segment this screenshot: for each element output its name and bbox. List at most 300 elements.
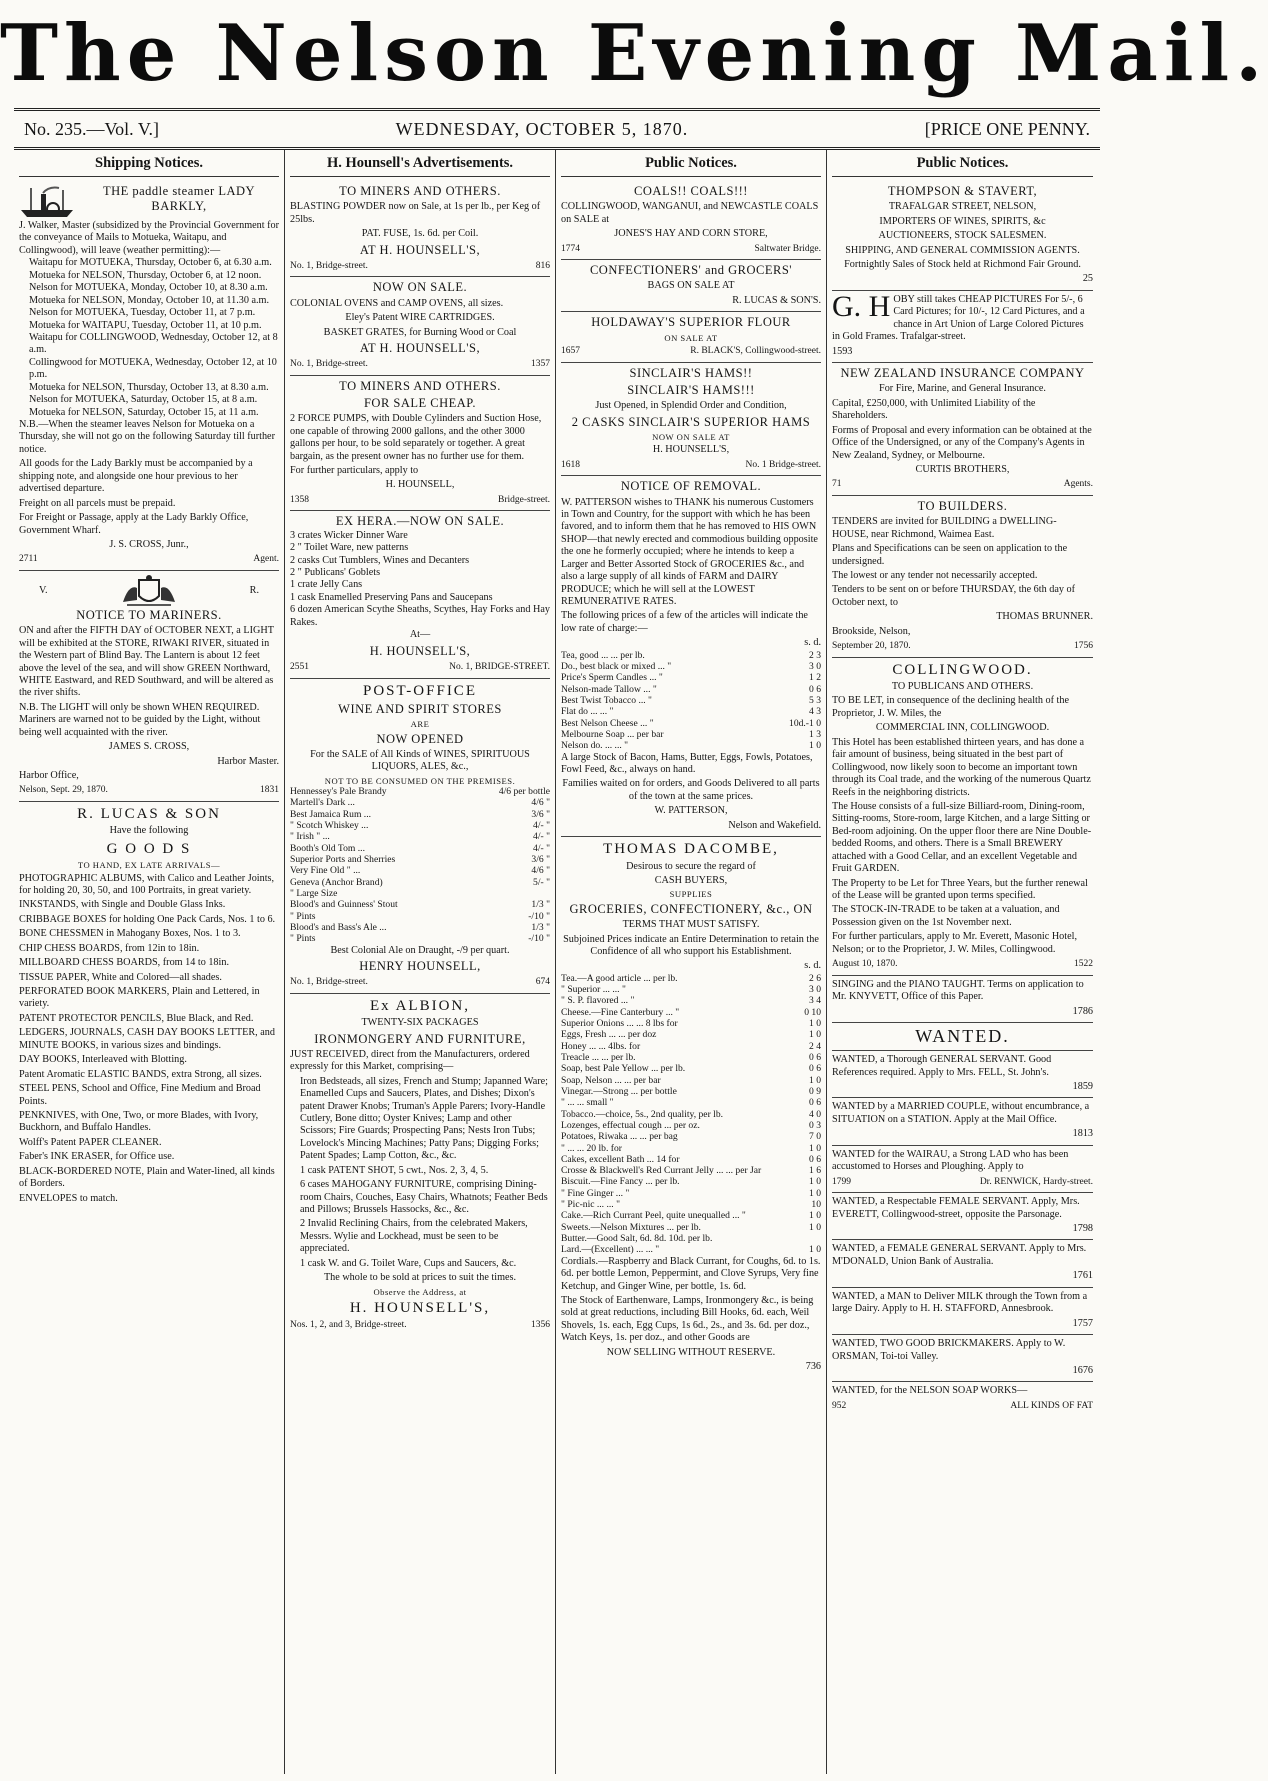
ad-address: No. 1, BRIDGE-STREET. [449,661,550,672]
stores-sale: For the SALE of All Kinds of WINES, SPIRITUOUS LIQUORS, ALES, &c., [310,748,530,773]
stores-title: WINE AND SPIRIT STORES [338,701,502,716]
dacombe-groceries: GROCERIES, CONFECTIONERY, &c., ON [569,901,813,916]
wanted-ad [832,1098,1093,1145]
grates-text: BASKET GRATES, for Burning Wood or Coal [323,326,517,338]
albion-sub: TWENTY-SIX PACKAGES [361,1017,479,1029]
goods-item: LEDGERS, JOURNALS, CASH DAY BOOKS LETTER, and MINUTE BOOKS, in various sizes and bindings. [19,1027,275,1051]
stores-opened: NOW OPENED [376,731,464,746]
lady-barkly-note: Freight on all parcels must be prepaid. [19,497,176,509]
goods-item: PERFORATED BOOK MARKERS, Plain and Lettered, in variety. [19,986,260,1010]
table-row: Eggs, Fresh ... ... per doz 1 0 [561,1029,821,1041]
mariners-title: NOTICE TO MARINERS. [76,607,222,622]
hera-item: 2 casks Cut Tumblers, Wines and Decanters [290,554,470,566]
dacombe-selling: NOW SELLING WITHOUT RESERVE. [606,1346,776,1358]
bags-ad [561,260,821,312]
ad-number: 1358 [290,494,309,505]
wanted-ad [832,1335,1093,1382]
thompson-stavert-ad [832,181,1093,291]
wanted-ad [832,1051,1093,1098]
table-row: Tea.—A good article ... per lb. 2 6 [561,972,821,984]
table-row: Melbourne Soap ... per bar 1 3 [561,728,821,740]
ad-title: POST-OFFICE [363,682,477,699]
table-row: Price's Sperm Candles ... " 1 2 [561,672,821,684]
patterson-price-table [561,650,821,752]
column-3 [556,150,827,1774]
albion-text: JUST RECEIVED, direct from the Manufacturers, ordered expressly for this Market, comprising— [290,1048,530,1073]
table-row: Honey ... ... 4lbs. for 2 4 [561,1040,821,1052]
ad-title: COLLINGWOOD. [892,661,1033,678]
hera-at: At— [409,629,431,641]
ad-title: COALS!! COALS!!! [634,184,748,198]
goods-item: CRIBBAGE BOXES for holding One Pack Cards, Nos. 1 to 6. [19,913,276,925]
table-row: Best Nelson Cheese ... " 10d.-1 0 [561,717,821,729]
lucas-goods-ad [19,802,279,1209]
ad-title: HOLDAWAY'S SUPERIOR FLOUR [591,315,791,330]
goods-item: ENVELOPES to match. [19,1192,118,1204]
table-row: Hennessey's Pale Brandy 4/6 per bottle [290,786,550,798]
mariners-date: Nelson, Sept. 29, 1870. [19,785,108,796]
ad-address: Bridge-street. [498,494,550,505]
issue-number: No. 235.—Vol. V.] [24,118,160,139]
wanted-ad [832,1288,1093,1335]
signer-role: Agent. [253,554,279,565]
table-row: " Large Size [290,887,338,899]
blasting-text: BLASTING POWDER now on Sale, at 1s per lb., per Keg of 25lbs. [290,201,541,225]
coals-ad [561,181,821,260]
schedule-item: Nelson for MOTUEKA, Monday, October 10, at 8.30 a.m. [29,282,268,294]
table-row: Butter.—Good Salt, 6d. 8d. 10d. per lb. [561,1233,713,1245]
albion-item: 6 cases MAHOGANY FURNITURE, comprising Dining-room Chairs, Couches, Easy Chairs, Whatnots; Feather Beds and Pillows; Brussels Hassocks, &c., &c. [300,1179,548,1216]
ad-number: 1757 [1072,1317,1093,1329]
insurance-forms: Forms of Proposal and every information can be obtained at the Office of the Undersigned, or any of the Company's Agents in New Zealand, Sydney, or Melbourne. [832,424,1092,461]
schedule-item: Waitapu for COLLINGWOOD, Wednesday, October 12, at 8 a.m. [29,331,278,356]
hams-now: NOW ON SALE AT [652,431,730,442]
signer-role: Agents. [1063,479,1093,490]
singing-text: SINGING and the PIANO TAUGHT. Terms on application to Mr. KNYVETT, Office of this Paper. [832,978,1084,1003]
fuse-text: PAT. FUSE, 1s. 6d. per Coil. [361,228,479,240]
wanted-ad [832,1146,1093,1193]
goods-item: Patent Aromatic ELASTIC BANDS, extra Strong, all sizes. [19,1068,262,1080]
dateline [0,111,1114,147]
table-row: Nelson do. ... ... " 1 0 [561,740,821,752]
ad-number: 1799 [832,1176,851,1187]
ex-albion-ad [290,994,550,1336]
hoby-initials: G. H [832,289,891,323]
goods-item: DAY BOOKS, Interleaved with Blotting. [19,1054,187,1066]
mariners-place: Harbor Office, [19,770,79,782]
hoby-text: OBY still takes CHEAP PICTURES For 5/-, 6 Card Pictures; for 10/-, 12 Card Pictures, and a chance in Art Union of Large Colored Pictures in Gold Frames. Trafalgar-street. [832,293,1085,343]
removal-stock: A large Stock of Bacon, Hams, Butter, Eggs, Fowls, Potatoes, Fowl Feed, &c., always on hand. [561,751,813,776]
ad-title: SINCLAIR'S HAMS!! [629,365,753,380]
wanted-text: WANTED, a Thorough GENERAL SERVANT. Good References required. Apply to Mrs. FELL, St. John's. [832,1054,1052,1078]
collingwood-inn: COMMERCIAL INN, COLLINGWOOD. [875,722,1050,734]
table-row: " Pints -/10 " [290,910,550,922]
table-row: Flat do ... ... " 4 3 [561,706,821,718]
wanted-text: WANTED, a MAN to Deliver MILK through the Town from a large Dairy. Apply to H. H. STAFFORD, Annesbrook. [832,1290,1088,1315]
crest-right-letter: R. [249,584,259,596]
mariners-text: ON and after the FIFTH DAY of OCTOBER NEXT, a LIGHT will be exhibited at the STORE, RIWAKI RIVER, situated in the Western part of Blind Bay. The Lantern is about 12 feet above the level of the sea, and will show GREEN Northward, WHITE Eastward, and RED Southward, and will be altered as the river shifts. [19,625,274,699]
ad-number: 1831 [260,785,279,796]
builders-lowest: The lowest or any tender not necessarily accepted. [832,569,1038,581]
dacombe-subjoined: Subjoined Prices indicate an Entire Determination to retain the Confidence of all who support his Establishment. [563,933,819,957]
builders-date: September 20, 1870. [832,641,911,652]
ad-title: THOMAS DACOMBE, [603,841,779,858]
hams-casks: 2 CASKS SINCLAIR'S SUPERIOR HAMS [571,414,811,429]
ad-number: 1593 [832,345,853,357]
column-heading: Public Notices. [832,150,1093,177]
blasting-powder-ad [290,181,550,277]
post-office-stores-ad [290,679,550,994]
schedule-item: Nelson for MOTUEKA, Tuesday, October 11, at 7 p.m. [29,307,256,319]
price-unit-header: s. d. [804,960,821,972]
collingwood-date: August 10, 1870. [832,959,898,970]
goods-item: Faber's INK ERASER, for Office use. [19,1151,175,1163]
ad-address: No. 1, Bridge-street. [290,260,368,271]
table-row: Biscuit.—Fine Fancy ... per lb. 1 0 [561,1176,821,1188]
ad-subtitle: FOR SALE CHEAP. [363,396,477,411]
table-row: Treacle ... ... per lb. 0 6 [561,1052,821,1064]
insurance-name: CURTIS BROTHERS, [915,463,1010,475]
hams-opened: Just Opened, in Splendid Order and Condition, [595,400,787,412]
ad-address: No. 1, Bridge-street. [290,359,368,370]
table-row: Soap, Nelson ... ... per bar 1 0 [561,1074,821,1086]
goods-item: STEEL PENS, School and Office, Fine Medium and Broad Points. [19,1083,261,1107]
table-row: Sweets.—Nelson Mixtures ... per lb. 1 0 [561,1221,821,1233]
lady-barkly-ad [19,181,279,571]
ad-title: CONFECTIONERS' and GROCERS' [589,263,793,278]
collingwood-inn-ad [832,658,1093,976]
table-row: Lozenges, effectual cough ... per oz. 0 3 [561,1119,821,1131]
removal-name: W. PATTERSON, [654,805,728,817]
mariners-nb: N.B. The LIGHT will only be shown WHEN REQUIRED. Mariners are warned not to be guided by the Light, without being well acquainted with the river. [19,701,261,738]
insurance-capital: Capital, £250,000, with Unlimited Liability of the Shareholders. [832,397,1036,422]
collingwood-paragraph: The STOCK-IN-TRADE to be taken at a valuation, and Possession given on the 1st November next. [832,904,1060,928]
table-row: " Irish " ... 4/- " [290,831,550,843]
column-1 [14,150,285,1774]
pumps-name: H. HOUNSELL, [385,479,455,491]
dacombe-ad [561,837,821,1377]
table-row: Tobacco.—choice, 5s., 2nd quality, per lb. 4 0 [561,1108,821,1120]
wanted-text: WANTED for the WAIRAU, a Strong LAD who has been accustomed to Horses and Ploughing. Apply to [832,1148,1069,1173]
colonial-ale: Best Colonial Ale on Draught, -/9 per quart. [330,944,510,956]
ad-number: 674 [535,977,550,988]
table-row: Cheese.—Fine Canterbury ... " 0 10 [561,1006,821,1018]
stores-not: NOT TO BE CONSUMED ON THE PREMISES. [324,775,516,786]
table-row: Superior Onions ... ... 8 lbs for 1 0 [561,1018,821,1030]
columns [14,150,1100,1774]
ad-title: NOTICE OF REMOVAL. [620,479,762,494]
albion-name: H. HOUNSELL'S, [349,1300,491,1317]
ad-number: 1786 [1072,1005,1093,1017]
albion-item: 1 cask PATENT SHOT, 5 cwt., Nos. 2, 3, 4, 5. [300,1164,489,1176]
coals-store: JONES'S HAY AND CORN STORE, [614,228,768,240]
schedule-item: Motueka for NELSON, Saturday, October 15, at 11 a.m. [29,406,259,418]
dacombe-supplies: SUPPLIES [669,889,713,900]
flour-on: ON SALE AT [664,332,718,343]
removal-families: Families waited on for orders, and Goods Delivered to all parts of the town at the same prices. [562,778,820,802]
table-row: Superior Ports and Sherries 3/6 " [290,854,550,866]
spirits-price-table [290,786,550,944]
insurance-sub: For Fire, Marine, and General Insurance. [879,383,1046,395]
goods-item: BLACK-BORDERED NOTE, Plain and Water-lined, all kinds of Borders. [19,1165,275,1190]
schedule-item: Waitapu for MOTUEKA, Thursday, October 6, at 6.30 a.m. [29,257,272,269]
schedule-list [19,257,279,419]
ad-number: 25 [1082,273,1093,285]
collingwood-paragraph: This Hotel has been established thirteen years, and has done a fair amount of business, being situated in the best part of Collingwood, now likely soon to become an important town through its Coal trade, and the working of the numerous Quartz Reefs in the neighboring districts. [832,736,1091,798]
mariners-notice [19,571,279,802]
ad-number: 1859 [1072,1080,1093,1092]
pumps-text: 2 FORCE PUMPS, with Double Cylinders and Suction Hose, one capable of throwing 2000 gallons, and the other 3000 gallons per hour, to be sold separately or together. A great bargain, as the present owner has no further use for them. [290,413,542,462]
thompson-auctioneers: AUCTIONEERS, STOCK SALESMEN. [878,230,1047,242]
albion-item: 2 Invalid Reclining Chairs, from the celebrated Makers, Messrs. Wylie and Lockhead, must be seen to be appreciated. [300,1218,528,1255]
ad-address: R. BLACK'S, Collingwood-street. [690,346,821,356]
table-row: Very Fine Old " ... 4/6 " [290,865,550,877]
hera-item: 6 dozen American Scythe Sheaths, Scythes, Hay Forks and Hay Rakes. [290,604,551,628]
hounsell-at: AT H. HOUNSELL'S, [359,340,481,355]
ad-number: 952 [832,1400,847,1411]
wanted-ad [832,1193,1093,1240]
ad-number: 2551 [290,661,309,672]
ad-number: 1356 [531,1320,550,1331]
ovens-text: COLONIAL OVENS and CAMP OVENS, all sizes. [290,297,504,309]
schedule-item: Motueka for NELSON, Thursday, October 13, at 8.30 a.m. [29,381,269,393]
lady-barkly-intro: J. Walker, Master (subsidized by the Provincial Government for the conveyance of Mails to Motueka, Waitapu, and Collingwood), will leave (weather permitting):— [19,220,279,256]
ad-title: TO BUILDERS. [917,498,1008,513]
table-row: Do., best black or mixed ... " 3 0 [561,661,821,673]
lucas-goods: G O O D S [106,840,192,857]
builders-name: THOMAS BRUNNER. [996,611,1093,623]
henry-hounsell: HENRY HOUNSELL, [359,958,481,973]
schedule-item: Nelson for MOTUEKA, Saturday, October 15, at 8 a.m. [29,394,258,406]
ad-number: 1813 [1072,1128,1093,1140]
table-row: " Pints -/10 " [290,933,550,945]
schedule-item: Motueka for WAITAPU, Tuesday, October 11, at 10 p.m. [29,319,262,331]
builders-ad [832,496,1093,658]
ad-number: 816 [535,260,550,271]
ad-number: 71 [832,479,842,490]
pumps-apply: For further particulars, apply to [290,465,419,477]
table-row: Potatoes, Riwaka ... ... per bag 7 0 [561,1131,821,1143]
table-row: Blood's and Bass's Ale ... 1/3 " [290,921,550,933]
lady-barkly-note: All goods for the Lady Barkly must be accompanied by a shipping note, and alongside one hour previous to her advertised departure. [19,458,253,495]
builders-place: Brookside, Nelson, [832,625,911,637]
lucas-arrivals: TO HAND, EX LATE ARRIVALS— [77,860,221,871]
ad-number: 736 [805,1361,821,1373]
ad-number: 1798 [1072,1223,1093,1235]
ad-address: Saltwater Bridge. [754,243,821,254]
albion-item: Iron Bedsteads, all sizes, French and Stump; Japanned Ware; Enamelled Cups and Saucers, Plates, and Dishes; Dixon's patent Drawer Knobs; Truman's Apple Parers; Ivory-Handle Cutlery, Bone ditto; Oyster Knives; Lamp and other Scissors; Fire Guards; Prospecting Pans; Nests Iron Tubs; Lovelock's Mincing Machines; Patty Pans; Digging Forks; Patent Spades; Lamp Cotton, &c., &c. [300,1075,548,1162]
ad-number: 1522 [1074,959,1093,970]
hera-item: 1 cask Enamelled Preserving Pans and Saucepans [290,591,493,603]
table-row: Tea, good ... ... per lb. 2 3 [561,649,821,661]
stores-are: ARE [410,719,430,730]
ad-number: 1761 [1072,1270,1093,1282]
ad-number: 1774 [561,243,580,254]
singing-ad [832,976,1093,1023]
wanted-ad [832,1240,1093,1287]
column-heading: Public Notices. [561,150,821,177]
issue-date: WEDNESDAY, OCTOBER 5, 1870. [395,118,689,139]
table-row: Vinegar.—Strong ... per bottle 0 9 [561,1085,821,1097]
thompson-importers: IMPORTERS OF WINES, SPIRITS, &c [879,215,1046,227]
goods-item: PHOTOGRAPHIC ALBUMS, with Calico and Leather Joints, for holding 20, 30, 50, and 100 Portraits, in great variety. [19,872,275,896]
hams-ad [561,363,821,477]
thompson-street: TRAFALGAR STREET, NELSON, [888,201,1037,213]
goods-item: PATENT PROTECTOR PENCILS, Blue Black, and Red. [19,1012,254,1024]
bags-name: R. LUCAS & SON'S. [732,294,821,306]
crest-left-letter: V. [39,584,48,596]
builders-plans: Plans and Specifications can be seen on application to the undersigned. [832,543,1068,567]
dacombe-stock: The Stock of Earthenware, Lamps, Ironmongery &c., is being sold at great reductions, including Bill Hooks, 6d. each, Weil Shovels, 1s. each, Egg Cups, 1s 6d., 2s., and 3s. 6d. per doz., Watch Keys, 1s. per doz., and other Goods are [561,1294,814,1344]
collingwood-paragraph: The Property to be Let for Three Years, but the further renewal of the Lease will be granted upon terms specified. [832,877,1088,902]
collingwood-paragraph: The House consists of a full-size Billiard-room, Dining-room, Sitting-rooms, Store-room, large Kitchen, and a large Sitting or Bed-room adjoining. On the upper floor there are Nine Double-bedded Rooms, and others. There is a Small BREWERY attached with a Good Cellar, and an excellent Vegetable and Fruit GARDEN. [832,800,1092,875]
ad-number: 1676 [1072,1364,1093,1376]
pumps-ad [290,376,550,512]
ad-title-2: SINCLAIR'S HAMS!!! [627,382,755,397]
ad-number: 2711 [19,554,38,565]
table-row: " ... ... small " 0 6 [561,1097,821,1109]
removal-text: W. PATTERSON wishes to THANK his numerous Customers in Town and Country, for the support with which he has been favored, and to inform them that he has removed to HIS OWN SHOP—that newly erected and commodious building opposite the one he formerly occupied; where he intends to keep a Larger and Better Assorted Stock of GROCERIES &c., and also a large supply of all kinds of FARM and DAIRY PRODUCE; which he will sell at the LOWEST REMUNERATIVE RATES. [561,496,818,608]
wanted-extra: ALL KINDS OF FAT [1010,1400,1093,1411]
dacombe-cash: CASH BUYERS, [654,874,728,886]
dacombe-desirous: Desirous to secure the regard of [626,860,756,872]
hounsell-at: AT H. HOUNSELL'S, [359,242,481,257]
table-row: " Scotch Whiskey ... 4/- " [290,820,550,832]
hera-item: 2 " Toilet Ware, new patterns [290,542,409,554]
lady-barkly-note: For Freight or Passage, apply at the Lady Barkly Office, Government Wharf. [19,512,249,536]
table-row: Cakes, excellent Bath ... 14 for 0 6 [561,1153,821,1165]
royal-crest-icon [119,574,179,608]
builders-sent: Tenders to be sent on or before THURSDAY, the 6th day of October next, to [832,584,1075,608]
masthead-title: The Nelson Evening Mail. [0,8,1268,99]
price-unit-header: s. d. [804,637,821,649]
ad-number: 1657 [561,346,580,356]
albion-whole: The whole to be sold at prices to suit the times. [323,1272,517,1284]
wanted-text: WANTED, for the NELSON SOAP WORKS— [832,1385,1028,1397]
goods-item: MILLBOARD CHESS BOARDS, from 14 to 18in. [19,957,229,969]
lucas-title: R. LUCAS & SON [77,806,221,823]
bags-sub: BAGS ON SALE AT [647,280,735,292]
column-4 [827,150,1098,1774]
ad-address: No. 1, Bridge-street. [290,977,368,988]
wanted-text: WANTED, TWO GOOD BRICKMAKERS. Apply to W. ORSMAN, Toi-toi Valley. [832,1338,1066,1362]
thompson-sales: Fortnightly Sales of Stock held at Richmond Fair Ground. [844,259,1081,270]
wire-text: Eley's Patent WIRE CARTRIDGES. [345,312,495,324]
goods-item: PENKNIVES, with One, Two, or more Blades, with Ivory, Buckhorn, and Buffalo Handles. [19,1109,259,1134]
table-row: Cake.—Rich Currant Peel, quite unequalled ... " 1 0 [561,1210,821,1222]
column-2 [285,150,556,1774]
ad-title: NEW ZEALAND INSURANCE COMPANY [840,366,1085,381]
lucas-have: Have the following [109,825,189,837]
table-row: Blood's and Guinness' Stout 1/3 " [290,899,550,911]
table-row: Geneva (Anchor Brand) 5/- " [290,876,550,888]
hera-name: H. HOUNSELL'S, [369,643,471,658]
collingwood-sub: TO PUBLICANS AND OTHERS. [891,681,1034,693]
goods-item: Wolff's Patent PAPER CLEANER. [19,1136,162,1148]
lady-barkly-sign: J. S. CROSS, Junr., [109,538,189,550]
ad-title: NOW ON SALE. [372,280,468,295]
table-row: " ... ... 20 lb. for 1 0 [561,1142,821,1154]
coals-text: COLLINGWOOD, WANGANUI, and NEWCASTLE COALS on SALE at [561,201,819,225]
mariners-role: Harbor Master. [217,755,279,767]
ex-hera-ad [290,511,550,678]
wanted-heading: WANTED. [832,1023,1093,1051]
ovens-ad [290,277,550,375]
lady-barkly-title: THE paddle steamer LADY BARKLY, [102,184,256,214]
hera-item: 3 crates Wicker Dinner Ware [290,529,408,541]
ad-title: TO MINERS AND OTHERS. [339,184,501,198]
ad-title: THOMPSON & STAVERT, [887,184,1038,198]
hera-item: 1 crate Jelly Cans [290,579,363,591]
table-row: Booth's Old Tom ... 4/- " [290,842,550,854]
wanted-text: WANTED, a FEMALE GENERAL SERVANT. Apply to Mrs. M'DONALD, Union Bank of Australia. [832,1243,1087,1267]
removal-following: The following prices of a few of the articles will indicate the low rate of charge:— [561,610,808,634]
collingwood-paragraph: For further particulars, apply to Mr. Everett, Masonic Hotel, Nelson; or to the Proprietor, J. W. Miles, Collingwood. [832,931,1078,955]
table-row: Soap, best Pale Yellow ... per lb. 0 6 [561,1063,821,1075]
goods-item: TISSUE PAPER, White and Colored—all shades. [19,971,222,983]
wanted-text: WANTED, a Respectable FEMALE SERVANT. Apply, Mrs. EVERETT, Collingwood-street, opposite the Parsonage. [832,1196,1080,1220]
schedule-item: Motueka for NELSON, Thursday, October 6, at 12 noon. [29,269,262,281]
flour-ad [561,312,821,362]
collingwood-text: TO BE LET, in consequence of the declining health of the Proprietor, J. W. Miles, the [832,695,1069,719]
lady-barkly-note: N.B.—When the steamer leaves Nelson for Motueka on a Thursday, she will not go on the following Saturday till further notice. [19,419,275,455]
table-row: " Pic-nic ... ... " 10 [561,1199,821,1211]
albion-observe: Observe the Address, at [373,1286,467,1297]
column-heading: H. Hounsell's Advertisements. [290,150,550,177]
hams-name: H. HOUNSELL'S, [652,444,730,456]
removal-addr: Nelson and Wakefield. [728,819,821,831]
hera-item: 2 " Publicans' Goblets [290,567,381,579]
dacombe-terms: TERMS THAT MUST SATISFY. [622,919,760,931]
wanted-extra: Dr. RENWICK, Hardy-street. [979,1176,1093,1187]
ad-address: Nos. 1, 2, and 3, Bridge-street. [290,1320,407,1331]
table-row: " Fine Ginger ... " 1 0 [561,1187,821,1199]
ad-address: No. 1 Bridge-street. [745,459,821,470]
wanted-ad [832,1382,1093,1416]
builders-text: TENDERS are invited for BUILDING a DWELLING-HOUSE, near Richmond, Waimea East. [832,516,1057,540]
goods-item: INKSTANDS, with Single and Double Glass Inks. [19,899,226,911]
ad-title: Ex ALBION, [370,997,470,1014]
ad-title: EX HERA.—NOW ON SALE. [335,514,505,529]
table-row: Crosse & Blackwell's Red Currant Jelly ... ... per Jar 1 6 [561,1165,821,1177]
ad-title: TO MINERS AND OTHERS. [339,378,501,393]
ad-number: 1756 [1074,641,1093,652]
thompson-shipping: SHIPPING, AND GENERAL COMMISSION AGENTS. [845,244,1080,256]
removal-notice [561,476,821,837]
schedule-item: Motueka for NELSON, Monday, October 10, at 11.30 a.m. [29,294,270,306]
table-row: Best Jamaica Rum ... 3/6 " [290,808,550,820]
column-heading: Shipping Notices. [19,150,279,177]
paddle-steamer-icon [19,184,75,220]
mariners-sign: JAMES S. CROSS, [108,741,190,753]
dacombe-cordials: Cordials.—Raspberry and Black Currant, for Coughs, 6d. to 1s. 6d. per bottle Lemon, Peppermint, and Clove Syrups, Very fine Ketchup, and Ginger Wine, per bottle, 1s. 6d. [561,1255,821,1292]
goods-item: CHIP CHESS BOARDS, from 12in to 18in. [19,942,200,954]
albion-sub2: IRONMONGERY AND FURNITURE, [314,1031,526,1046]
insurance-ad [832,363,1093,496]
dacombe-price-table [561,973,821,1256]
table-row: " Superior ... ... " 3 0 [561,984,821,996]
table-row: Lard.—(Excellent) ... ... " 1 0 [561,1244,821,1256]
table-row: Martell's Dark ... 4/6 " [290,797,550,809]
table-row: " S. P. flavored ... " 3 4 [561,995,821,1007]
table-row: Best Twist Tobacco ... " 5 3 [561,695,821,707]
hoby-pictures-ad [832,291,1093,363]
issue-price: [PRICE ONE PENNY. [924,118,1090,139]
table-row: Nelson-made Tallow ... " 0 6 [561,683,821,695]
schedule-item: Collingwood for MOTUEKA, Wednesday, October 12, at 10 p.m. [29,356,277,381]
ad-number: 1357 [531,359,550,370]
albion-item: 1 cask W. and G. Toilet Ware, Cups and Saucers, &c. [300,1257,517,1269]
